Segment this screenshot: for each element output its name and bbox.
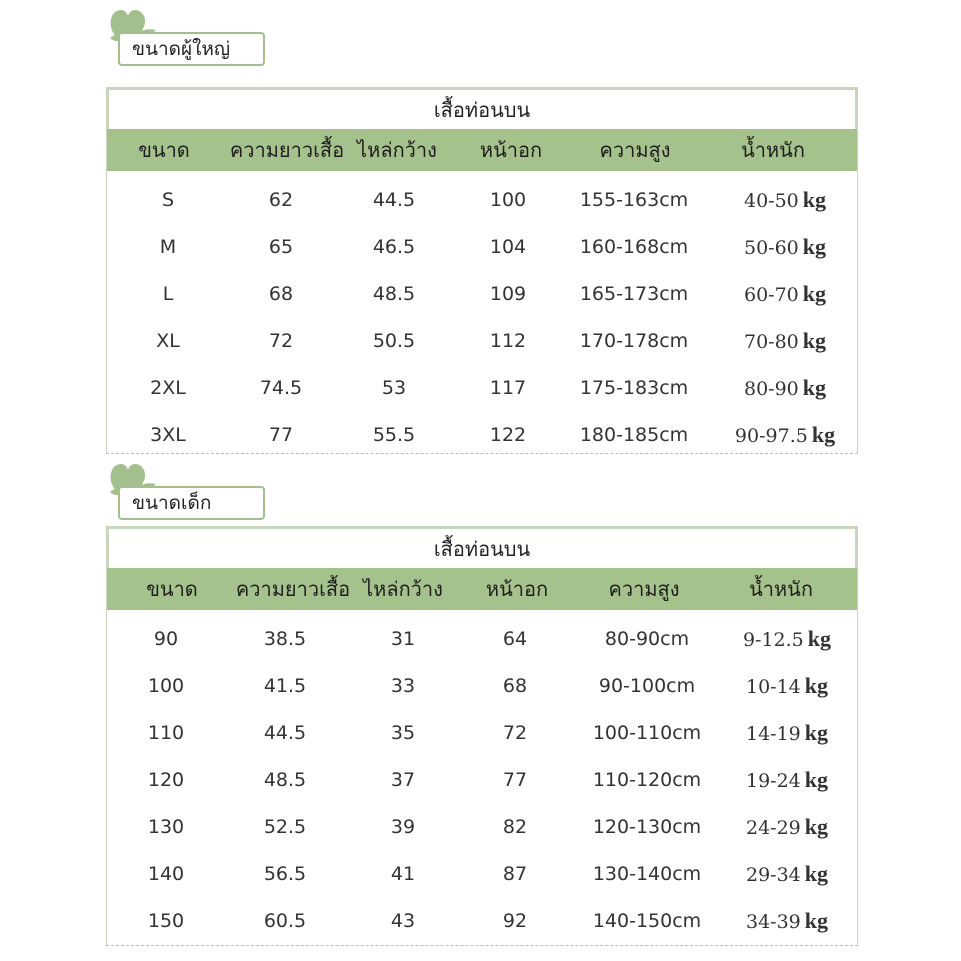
header-height: ความสูง (608, 577, 680, 601)
table-row (107, 616, 857, 663)
header-shoulder: ไหล่กว้าง (363, 577, 443, 601)
cell-shoulder: 41 (390, 863, 416, 885)
cell-size: 130 (147, 816, 185, 838)
section-label-text: ขนาดเด็ก (118, 486, 265, 520)
table-row (107, 757, 857, 804)
table-row (107, 412, 857, 459)
cell-size: 2XL (150, 377, 186, 399)
cell-shoulder: 39 (390, 816, 416, 838)
weight-unit: kg (804, 814, 829, 839)
table-header (107, 129, 857, 171)
weight-unit: kg (802, 234, 827, 259)
cell-weight (744, 365, 826, 411)
cell-size: 150 (147, 910, 185, 932)
cell-chest: 112 (489, 330, 527, 352)
cell-shoulder: 46.5 (372, 236, 416, 258)
section-label-text: ขนาดผู้ใหญ่ (118, 32, 265, 66)
weight-unit: kg (807, 626, 832, 651)
cell-chest: 117 (489, 377, 527, 399)
cell-length: 44.5 (263, 722, 307, 744)
cell-weight (746, 663, 828, 709)
weight-unit: kg (802, 375, 827, 400)
cell-weight (744, 318, 826, 364)
weight-unit: kg (804, 861, 829, 886)
cell-height: 160-168cm (579, 236, 689, 258)
weight-unit: kg (804, 720, 829, 745)
table-row (107, 365, 857, 412)
weight-range: 40-50 (743, 190, 799, 212)
cell-weight (746, 851, 828, 897)
cell-weight (735, 412, 835, 458)
weight-range: 9-12.5 (742, 629, 804, 651)
weight-range: 10-14 (745, 676, 801, 698)
weight-range: 29-34 (745, 864, 801, 886)
cell-shoulder: 33 (390, 675, 416, 697)
cell-weight (744, 177, 826, 223)
cell-size: 100 (147, 675, 185, 697)
table-row (107, 898, 857, 945)
cell-length: 38.5 (263, 628, 307, 650)
cell-size: 140 (147, 863, 185, 885)
table-row (107, 851, 857, 898)
table-title: เสื้อท่อนบน (107, 527, 857, 568)
weight-unit: kg (802, 187, 827, 212)
cell-size: XL (156, 330, 180, 352)
cell-shoulder: 31 (390, 628, 416, 650)
weight-unit: kg (802, 281, 827, 306)
cell-size: 3XL (150, 424, 186, 446)
table-row (107, 710, 857, 757)
cell-height: 140-150cm (592, 910, 702, 932)
cell-height: 130-140cm (592, 863, 702, 885)
header-length: ความยาวเสื้อ (229, 138, 345, 162)
cell-shoulder: 43 (390, 910, 416, 932)
header-height: ความสูง (599, 138, 671, 162)
cell-height: 165-173cm (579, 283, 689, 305)
cell-length: 60.5 (263, 910, 307, 932)
cell-shoulder: 48.5 (372, 283, 416, 305)
cell-weight (743, 616, 831, 662)
cell-length: 68 (268, 283, 294, 305)
cell-chest: 92 (502, 910, 528, 932)
header-length: ความยาวเสื้อ (235, 577, 351, 601)
cell-weight (746, 710, 828, 756)
weight-unit: kg (811, 422, 836, 447)
cell-weight (744, 224, 826, 270)
cell-chest: 109 (489, 283, 527, 305)
cell-height: 155-163cm (579, 189, 689, 211)
table-row (107, 271, 857, 318)
cell-chest: 68 (502, 675, 528, 697)
header-chest: หน้าอก (485, 577, 549, 601)
weight-unit: kg (804, 908, 829, 933)
cell-chest: 64 (502, 628, 528, 650)
header-size: ขนาด (138, 138, 190, 162)
cell-length: 56.5 (263, 863, 307, 885)
cell-length: 65 (268, 236, 294, 258)
cell-height: 120-130cm (592, 816, 702, 838)
weight-unit: kg (804, 673, 829, 698)
cell-size: M (159, 236, 177, 258)
header-weight: น้ำหนัก (741, 138, 805, 162)
cell-weight (744, 271, 826, 317)
cell-size: L (162, 283, 174, 305)
cell-size: 90 (153, 628, 179, 650)
header-shoulder: ไหล่กว้าง (357, 138, 437, 162)
cell-chest: 82 (502, 816, 528, 838)
weight-range: 80-90 (743, 378, 799, 400)
cell-length: 72 (268, 330, 294, 352)
table-row (107, 177, 857, 224)
adult-size-table (106, 87, 858, 454)
cell-length: 41.5 (263, 675, 307, 697)
table-row (107, 318, 857, 365)
table-title: เสื้อท่อนบน (107, 88, 857, 129)
weight-range: 50-60 (743, 237, 799, 259)
cell-height: 80-90cm (604, 628, 690, 650)
cell-chest: 100 (489, 189, 527, 211)
cell-size: 110 (147, 722, 185, 744)
weight-range: 24-29 (745, 817, 801, 839)
cell-chest: 72 (502, 722, 528, 744)
weight-range: 60-70 (743, 284, 799, 306)
table-body (107, 610, 857, 945)
kids-section-label (104, 456, 269, 520)
cell-chest: 122 (489, 424, 527, 446)
cell-length: 74.5 (259, 377, 303, 399)
cell-height: 110-120cm (592, 769, 702, 791)
cell-length: 52.5 (263, 816, 307, 838)
header-chest: หน้าอก (479, 138, 543, 162)
header-weight: น้ำหนัก (749, 577, 813, 601)
table-row (107, 224, 857, 271)
weight-range: 34-39 (745, 911, 801, 933)
cell-chest: 77 (502, 769, 528, 791)
cell-height: 90-100cm (598, 675, 696, 697)
cell-shoulder: 53 (381, 377, 407, 399)
table-body (107, 171, 857, 459)
cell-shoulder: 50.5 (372, 330, 416, 352)
cell-height: 170-178cm (579, 330, 689, 352)
weight-unit: kg (804, 767, 829, 792)
cell-weight (746, 757, 828, 803)
cell-height: 180-185cm (579, 424, 689, 446)
cell-weight (746, 804, 828, 850)
weight-range: 14-19 (745, 723, 801, 745)
cell-shoulder: 37 (390, 769, 416, 791)
table-row (107, 804, 857, 851)
cell-length: 48.5 (263, 769, 307, 791)
kids-size-table (106, 526, 858, 946)
cell-weight (746, 898, 828, 944)
header-size: ขนาด (146, 577, 198, 601)
weight-unit: kg (802, 328, 827, 353)
cell-height: 100-110cm (592, 722, 702, 744)
table-row (107, 663, 857, 710)
weight-range: 90-97.5 (734, 425, 808, 447)
cell-chest: 104 (489, 236, 527, 258)
weight-range: 70-80 (743, 331, 799, 353)
cell-chest: 87 (502, 863, 528, 885)
cell-shoulder: 44.5 (372, 189, 416, 211)
cell-size: 120 (147, 769, 185, 791)
cell-size: S (161, 189, 175, 211)
table-header (107, 568, 857, 610)
cell-shoulder: 55.5 (372, 424, 416, 446)
cell-height: 175-183cm (579, 377, 689, 399)
cell-length: 62 (268, 189, 294, 211)
cell-length: 77 (268, 424, 294, 446)
cell-shoulder: 35 (390, 722, 416, 744)
weight-range: 19-24 (745, 770, 801, 792)
adult-section-label (104, 2, 269, 66)
